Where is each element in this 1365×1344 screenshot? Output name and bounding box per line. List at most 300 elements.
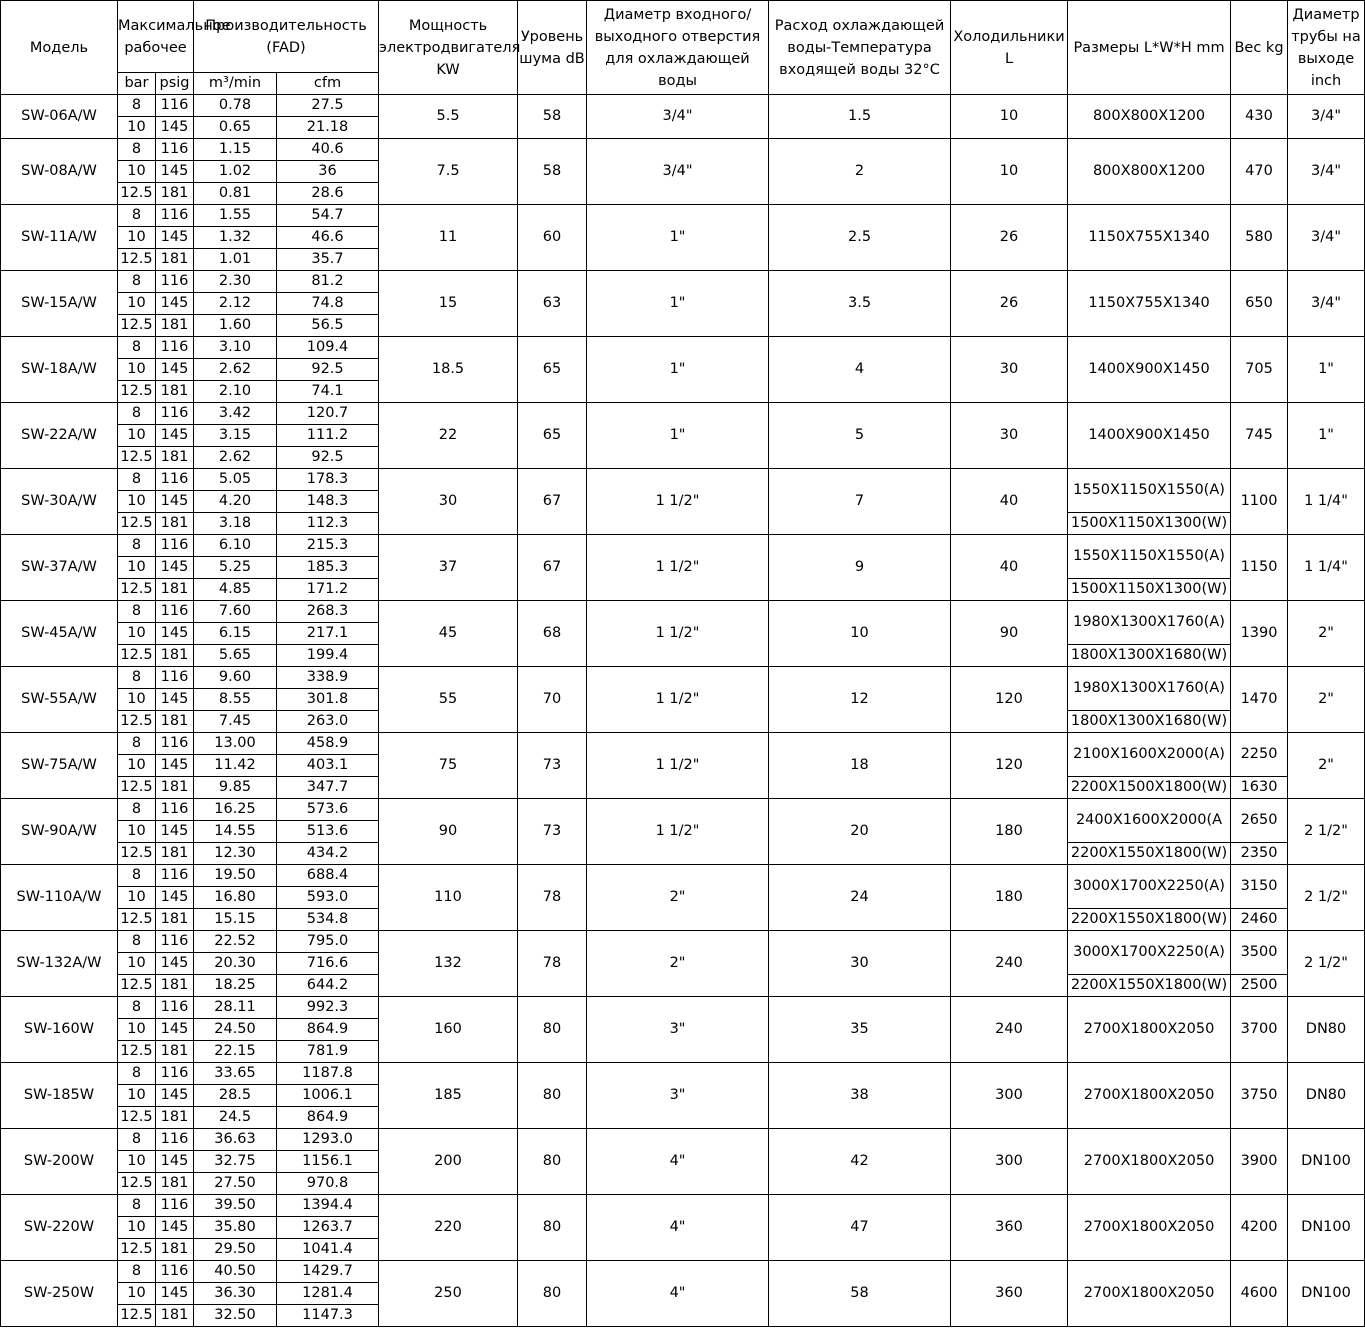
noise-cell: 73	[518, 733, 587, 799]
psig-cell: 116	[156, 667, 194, 689]
noise-cell: 80	[518, 1063, 587, 1129]
water-diameter-cell: 1 1/2"	[587, 535, 769, 601]
weight-w-cell: 2500	[1231, 975, 1288, 997]
outlet-pipe-cell: 2"	[1288, 733, 1365, 799]
psig-cell: 145	[156, 359, 194, 381]
cfm-cell: 434.2	[277, 843, 379, 865]
psig-cell: 145	[156, 161, 194, 183]
coolers-cell: 26	[951, 205, 1068, 271]
water-flow-cell: 20	[769, 799, 951, 865]
cfm-cell: 109.4	[277, 337, 379, 359]
cfm-cell: 864.9	[277, 1019, 379, 1041]
dimensions-cell: 2700X1800X2050	[1068, 1195, 1231, 1261]
psig-cell: 181	[156, 777, 194, 799]
coolers-cell: 10	[951, 95, 1068, 139]
water-diameter-cell: 1 1/2"	[587, 733, 769, 799]
cfm-cell: 35.7	[277, 249, 379, 271]
table-row	[1, 865, 1365, 887]
weight-cell: 1100	[1231, 469, 1288, 535]
table-row	[1, 733, 1365, 755]
cfm-cell: 688.4	[277, 865, 379, 887]
weight-cell: 3750	[1231, 1063, 1288, 1129]
outlet-pipe-cell: 1 1/4"	[1288, 469, 1365, 535]
bar-cell: 12.5	[118, 1041, 156, 1063]
cfm-cell: 781.9	[277, 1041, 379, 1063]
cfm-cell: 716.6	[277, 953, 379, 975]
cfm-cell: 92.5	[277, 447, 379, 469]
noise-cell: 60	[518, 205, 587, 271]
bar-cell: 8	[118, 535, 156, 557]
water-flow-cell: 24	[769, 865, 951, 931]
bar-cell: 10	[118, 755, 156, 777]
outlet-pipe-cell: DN100	[1288, 1129, 1365, 1195]
m3min-cell: 16.80	[194, 887, 277, 909]
m3min-cell: 3.10	[194, 337, 277, 359]
m3min-cell: 5.65	[194, 645, 277, 667]
weight-a-cell: 3150	[1231, 865, 1288, 909]
psig-cell: 181	[156, 1107, 194, 1129]
cfm-cell: 1429.7	[277, 1261, 379, 1283]
psig-cell: 145	[156, 1085, 194, 1107]
cfm-cell: 1263.7	[277, 1217, 379, 1239]
dimensions-cell: 800X800X1200	[1068, 139, 1231, 205]
table-row	[1, 469, 1365, 491]
bar-cell: 12.5	[118, 909, 156, 931]
psig-cell: 145	[156, 689, 194, 711]
m3min-cell: 19.50	[194, 865, 277, 887]
cfm-cell: 992.3	[277, 997, 379, 1019]
table-row	[1, 1195, 1365, 1217]
power-cell: 132	[379, 931, 518, 997]
dimensions-cell: 2700X1800X2050	[1068, 997, 1231, 1063]
bar-cell: 10	[118, 227, 156, 249]
model-cell: SW-11A/W	[1, 205, 118, 271]
m3min-cell: 32.75	[194, 1151, 277, 1173]
power-cell: 200	[379, 1129, 518, 1195]
cfm-cell: 1006.1	[277, 1085, 379, 1107]
outlet-pipe-cell: 3/4"	[1288, 139, 1365, 205]
model-cell: SW-250W	[1, 1261, 118, 1327]
outlet-pipe-cell: 2 1/2"	[1288, 865, 1365, 931]
bar-cell: 12.5	[118, 1173, 156, 1195]
m3min-cell: 3.42	[194, 403, 277, 425]
water-flow-cell: 58	[769, 1261, 951, 1327]
bar-cell: 8	[118, 95, 156, 117]
weight-cell: 650	[1231, 271, 1288, 337]
water-flow-cell: 4	[769, 337, 951, 403]
psig-cell: 145	[156, 755, 194, 777]
m3min-cell: 2.62	[194, 359, 277, 381]
m3min-cell: 6.15	[194, 623, 277, 645]
water-diameter-cell: 1 1/2"	[587, 799, 769, 865]
table-row	[1, 1129, 1365, 1151]
water-diameter-cell: 2"	[587, 865, 769, 931]
dimensions-a-cell: 1550X1150X1550(A)	[1068, 535, 1231, 579]
bar-cell: 10	[118, 689, 156, 711]
water-diameter-cell: 1 1/2"	[587, 667, 769, 733]
model-cell: SW-110A/W	[1, 865, 118, 931]
coolers-cell: 40	[951, 469, 1068, 535]
weight-cell: 430	[1231, 95, 1288, 139]
power-cell: 250	[379, 1261, 518, 1327]
noise-cell: 58	[518, 95, 587, 139]
m3min-cell: 3.15	[194, 425, 277, 447]
cfm-cell: 148.3	[277, 491, 379, 513]
power-cell: 11	[379, 205, 518, 271]
psig-cell: 181	[156, 843, 194, 865]
cfm-cell: 593.0	[277, 887, 379, 909]
cfm-cell: 1147.3	[277, 1305, 379, 1327]
cfm-cell: 1041.4	[277, 1239, 379, 1261]
bar-cell: 12.5	[118, 249, 156, 271]
m3min-cell: 13.00	[194, 733, 277, 755]
psig-cell: 116	[156, 1195, 194, 1217]
m3min-cell: 40.50	[194, 1261, 277, 1283]
m3min-cell: 11.42	[194, 755, 277, 777]
bar-cell: 8	[118, 403, 156, 425]
table-row	[1, 205, 1365, 227]
noise-cell: 67	[518, 469, 587, 535]
cfm-cell: 513.6	[277, 821, 379, 843]
water-flow-cell: 5	[769, 403, 951, 469]
noise-cell: 70	[518, 667, 587, 733]
model-cell: SW-75A/W	[1, 733, 118, 799]
cfm-cell: 28.6	[277, 183, 379, 205]
power-cell: 22	[379, 403, 518, 469]
bar-cell: 8	[118, 799, 156, 821]
water-flow-cell: 35	[769, 997, 951, 1063]
cfm-cell: 864.9	[277, 1107, 379, 1129]
m3min-cell: 1.32	[194, 227, 277, 249]
psig-cell: 181	[156, 1239, 194, 1261]
table-row	[1, 337, 1365, 359]
outlet-pipe-cell: DN100	[1288, 1195, 1365, 1261]
m3min-cell: 4.85	[194, 579, 277, 601]
m3min-cell: 1.15	[194, 139, 277, 161]
m3min-cell: 22.15	[194, 1041, 277, 1063]
m3min-cell: 14.55	[194, 821, 277, 843]
cfm-cell: 171.2	[277, 579, 379, 601]
water-diameter-cell: 3"	[587, 1063, 769, 1129]
bar-cell: 10	[118, 1019, 156, 1041]
psig-cell: 145	[156, 953, 194, 975]
outlet-pipe-cell: 2"	[1288, 601, 1365, 667]
m3min-cell: 9.60	[194, 667, 277, 689]
psig-cell: 116	[156, 403, 194, 425]
water-flow-cell: 7	[769, 469, 951, 535]
cfm-cell: 27.5	[277, 95, 379, 117]
psig-cell: 145	[156, 227, 194, 249]
table-row	[1, 535, 1365, 557]
m3min-cell: 0.81	[194, 183, 277, 205]
psig-cell: 116	[156, 1129, 194, 1151]
bar-cell: 10	[118, 117, 156, 139]
m3min-cell: 9.85	[194, 777, 277, 799]
bar-cell: 12.5	[118, 381, 156, 403]
psig-cell: 116	[156, 997, 194, 1019]
dimensions-w-cell: 1500X1150X1300(W)	[1068, 513, 1231, 535]
coolers-cell: 180	[951, 799, 1068, 865]
water-diameter-cell: 3"	[587, 997, 769, 1063]
psig-cell: 181	[156, 1173, 194, 1195]
bar-cell: 12.5	[118, 645, 156, 667]
psig-cell: 181	[156, 579, 194, 601]
weight-cell: 1150	[1231, 535, 1288, 601]
water-diameter-cell: 2"	[587, 931, 769, 997]
m3min-cell: 7.60	[194, 601, 277, 623]
water-diameter-cell: 4"	[587, 1129, 769, 1195]
psig-cell: 145	[156, 1151, 194, 1173]
cfm-cell: 54.7	[277, 205, 379, 227]
table-row	[1, 139, 1365, 161]
bar-cell: 12.5	[118, 183, 156, 205]
psig-cell: 116	[156, 931, 194, 953]
m3min-cell: 6.10	[194, 535, 277, 557]
outlet-pipe-cell: 3/4"	[1288, 95, 1365, 139]
psig-cell: 145	[156, 1217, 194, 1239]
model-cell: SW-220W	[1, 1195, 118, 1261]
water-flow-cell: 10	[769, 601, 951, 667]
m3min-cell: 4.20	[194, 491, 277, 513]
m3min-cell: 1.60	[194, 315, 277, 337]
bar-cell: 12.5	[118, 513, 156, 535]
water-flow-cell: 1.5	[769, 95, 951, 139]
weight-w-cell: 2460	[1231, 909, 1288, 931]
cfm-cell: 111.2	[277, 425, 379, 447]
table-row	[1, 403, 1365, 425]
weight-cell: 705	[1231, 337, 1288, 403]
table-row	[1, 667, 1365, 689]
noise-cell: 80	[518, 1261, 587, 1327]
dimensions-cell: 1150X755X1340	[1068, 271, 1231, 337]
m3min-cell: 39.50	[194, 1195, 277, 1217]
cfm-cell: 81.2	[277, 271, 379, 293]
water-diameter-cell: 1"	[587, 403, 769, 469]
cfm-cell: 795.0	[277, 931, 379, 953]
psig-cell: 181	[156, 447, 194, 469]
bar-cell: 12.5	[118, 579, 156, 601]
outlet-pipe-cell: DN80	[1288, 1063, 1365, 1129]
m3min-cell: 12.30	[194, 843, 277, 865]
m3min-cell: 1.01	[194, 249, 277, 271]
bar-cell: 8	[118, 997, 156, 1019]
coolers-cell: 360	[951, 1261, 1068, 1327]
noise-cell: 78	[518, 865, 587, 931]
bar-cell: 10	[118, 1283, 156, 1305]
water-diameter-cell: 3/4"	[587, 95, 769, 139]
bar-cell: 10	[118, 953, 156, 975]
water-diameter-cell: 1"	[587, 271, 769, 337]
weight-cell: 470	[1231, 139, 1288, 205]
bar-cell: 12.5	[118, 975, 156, 997]
table-row	[1, 1261, 1365, 1283]
weight-w-cell: 2350	[1231, 843, 1288, 865]
bar-cell: 8	[118, 139, 156, 161]
cfm-cell: 644.2	[277, 975, 379, 997]
psig-cell: 181	[156, 249, 194, 271]
m3min-cell: 22.52	[194, 931, 277, 953]
psig-cell: 181	[156, 975, 194, 997]
outlet-pipe-cell: 3/4"	[1288, 205, 1365, 271]
model-cell: SW-45A/W	[1, 601, 118, 667]
psig-cell: 116	[156, 601, 194, 623]
cfm-cell: 338.9	[277, 667, 379, 689]
power-cell: 18.5	[379, 337, 518, 403]
dimensions-cell: 1400X900X1450	[1068, 403, 1231, 469]
dimensions-cell: 1150X755X1340	[1068, 205, 1231, 271]
m3min-cell: 18.25	[194, 975, 277, 997]
coolers-cell: 40	[951, 535, 1068, 601]
model-cell: SW-200W	[1, 1129, 118, 1195]
cfm-cell: 263.0	[277, 711, 379, 733]
cfm-cell: 573.6	[277, 799, 379, 821]
coolers-cell: 90	[951, 601, 1068, 667]
psig-cell: 116	[156, 1063, 194, 1085]
cfm-cell: 268.3	[277, 601, 379, 623]
m3min-cell: 2.12	[194, 293, 277, 315]
psig-cell: 116	[156, 205, 194, 227]
water-diameter-cell: 4"	[587, 1261, 769, 1327]
power-cell: 45	[379, 601, 518, 667]
water-flow-cell: 12	[769, 667, 951, 733]
header-bar: bar	[118, 73, 156, 95]
weight-cell: 1390	[1231, 601, 1288, 667]
cfm-cell: 199.4	[277, 645, 379, 667]
table-row	[1, 799, 1365, 821]
psig-cell: 116	[156, 865, 194, 887]
weight-cell: 4200	[1231, 1195, 1288, 1261]
header-coolers: Холодильники L	[951, 1, 1068, 95]
psig-cell: 145	[156, 821, 194, 843]
model-cell: SW-90A/W	[1, 799, 118, 865]
model-cell: SW-160W	[1, 997, 118, 1063]
bar-cell: 10	[118, 161, 156, 183]
m3min-cell: 36.30	[194, 1283, 277, 1305]
cfm-cell: 1156.1	[277, 1151, 379, 1173]
m3min-cell: 36.63	[194, 1129, 277, 1151]
m3min-cell: 1.02	[194, 161, 277, 183]
bar-cell: 8	[118, 1129, 156, 1151]
weight-w-cell: 1630	[1231, 777, 1288, 799]
outlet-pipe-cell: 1"	[1288, 337, 1365, 403]
noise-cell: 80	[518, 1195, 587, 1261]
m3min-cell: 2.30	[194, 271, 277, 293]
psig-cell: 116	[156, 799, 194, 821]
m3min-cell: 24.50	[194, 1019, 277, 1041]
m3min-cell: 29.50	[194, 1239, 277, 1261]
noise-cell: 68	[518, 601, 587, 667]
dimensions-a-cell: 1980X1300X1760(A)	[1068, 667, 1231, 711]
cfm-cell: 92.5	[277, 359, 379, 381]
outlet-pipe-cell: 2"	[1288, 667, 1365, 733]
noise-cell: 67	[518, 535, 587, 601]
table-row	[1, 997, 1365, 1019]
coolers-cell: 180	[951, 865, 1068, 931]
cfm-cell: 36	[277, 161, 379, 183]
bar-cell: 12.5	[118, 777, 156, 799]
dimensions-w-cell: 1800X1300X1680(W)	[1068, 711, 1231, 733]
psig-cell: 181	[156, 1305, 194, 1327]
psig-cell: 181	[156, 1041, 194, 1063]
noise-cell: 78	[518, 931, 587, 997]
cfm-cell: 1281.4	[277, 1283, 379, 1305]
power-cell: 185	[379, 1063, 518, 1129]
weight-cell: 745	[1231, 403, 1288, 469]
header-cfm: cfm	[277, 73, 379, 95]
model-cell: SW-06A/W	[1, 95, 118, 139]
coolers-cell: 240	[951, 997, 1068, 1063]
cfm-cell: 46.6	[277, 227, 379, 249]
m3min-cell: 20.30	[194, 953, 277, 975]
bar-cell: 8	[118, 1195, 156, 1217]
model-cell: SW-55A/W	[1, 667, 118, 733]
coolers-cell: 300	[951, 1063, 1068, 1129]
dimensions-a-cell: 3000X1700X2250(A)	[1068, 931, 1231, 975]
psig-cell: 145	[156, 1019, 194, 1041]
water-diameter-cell: 1 1/2"	[587, 601, 769, 667]
bar-cell: 10	[118, 293, 156, 315]
model-cell: SW-30A/W	[1, 469, 118, 535]
power-cell: 15	[379, 271, 518, 337]
cfm-cell: 458.9	[277, 733, 379, 755]
weight-a-cell: 2650	[1231, 799, 1288, 843]
bar-cell: 8	[118, 667, 156, 689]
coolers-cell: 30	[951, 403, 1068, 469]
psig-cell: 145	[156, 293, 194, 315]
bar-cell: 12.5	[118, 1107, 156, 1129]
water-flow-cell: 2	[769, 139, 951, 205]
header-power: Мощность электродвигателя KW	[379, 1, 518, 95]
weight-cell: 4600	[1231, 1261, 1288, 1327]
bar-cell: 8	[118, 271, 156, 293]
table-row	[1, 95, 1365, 117]
psig-cell: 116	[156, 271, 194, 293]
dimensions-cell: 2700X1800X2050	[1068, 1063, 1231, 1129]
bar-cell: 12.5	[118, 447, 156, 469]
dimensions-w-cell: 2200X1500X1800(W)	[1068, 777, 1231, 799]
model-cell: SW-185W	[1, 1063, 118, 1129]
bar-cell: 8	[118, 469, 156, 491]
outlet-pipe-cell: 3/4"	[1288, 271, 1365, 337]
outlet-pipe-cell: 1 1/4"	[1288, 535, 1365, 601]
coolers-cell: 120	[951, 667, 1068, 733]
cfm-cell: 74.8	[277, 293, 379, 315]
psig-cell: 181	[156, 645, 194, 667]
psig-cell: 181	[156, 711, 194, 733]
coolers-cell: 30	[951, 337, 1068, 403]
noise-cell: 80	[518, 997, 587, 1063]
header-model: Модель	[1, 1, 118, 95]
coolers-cell: 360	[951, 1195, 1068, 1261]
header-water-flow: Расход охлаждающей воды-Температура входящей воды 32°C	[769, 1, 951, 95]
weight-cell: 1470	[1231, 667, 1288, 733]
m3min-cell: 27.50	[194, 1173, 277, 1195]
bar-cell: 10	[118, 359, 156, 381]
outlet-pipe-cell: DN80	[1288, 997, 1365, 1063]
psig-cell: 116	[156, 733, 194, 755]
bar-cell: 12.5	[118, 1239, 156, 1261]
psig-cell: 181	[156, 513, 194, 535]
noise-cell: 73	[518, 799, 587, 865]
m3min-cell: 2.62	[194, 447, 277, 469]
coolers-cell: 10	[951, 139, 1068, 205]
psig-cell: 145	[156, 557, 194, 579]
outlet-pipe-cell: 2 1/2"	[1288, 931, 1365, 997]
dimensions-a-cell: 2100X1600X2000(A)	[1068, 733, 1231, 777]
water-flow-cell: 9	[769, 535, 951, 601]
water-flow-cell: 30	[769, 931, 951, 997]
bar-cell: 10	[118, 887, 156, 909]
